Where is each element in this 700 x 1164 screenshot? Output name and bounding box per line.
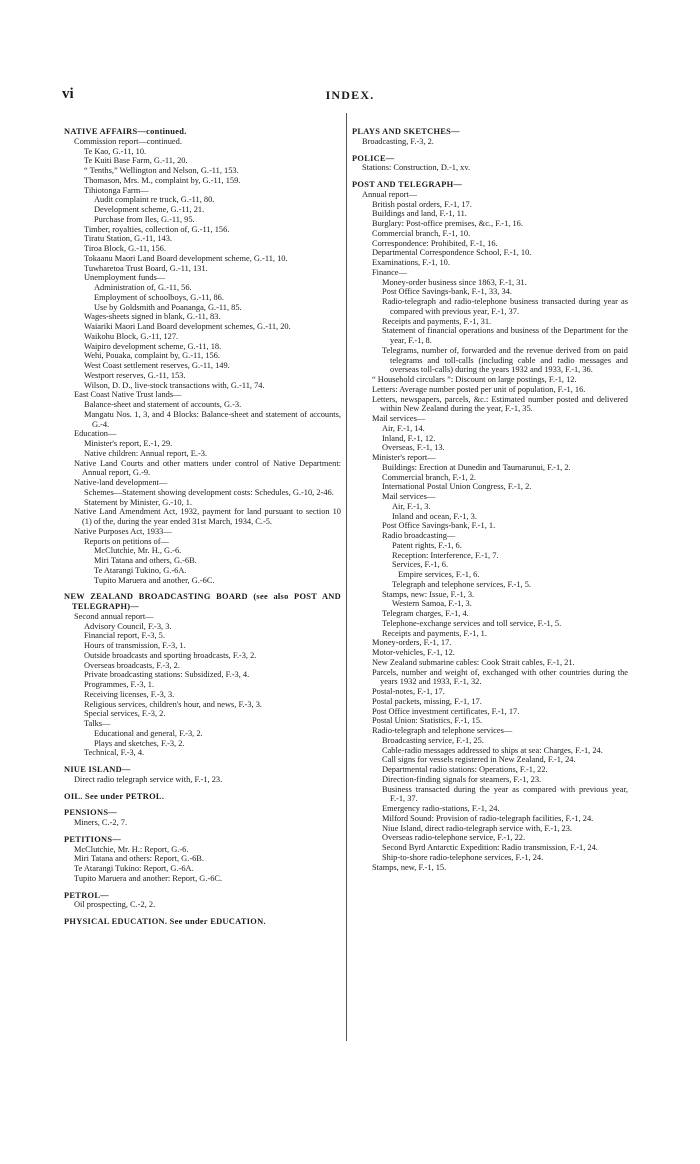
- index-entry: Air, F.-1, 14.: [382, 423, 425, 433]
- section-gap: [352, 147, 628, 154]
- index-entry: Mangatu Nos. 1, 3, and 4 Blocks: Balance-sheet and statement of accounts, G.-4.: [84, 409, 341, 429]
- index-entry: Cable-radio messages addressed to ships at sea: Charges, F.-1, 24.: [382, 745, 603, 755]
- index-entry: Services, F.-1, 6.: [392, 560, 449, 570]
- index-entry: British postal orders, F.-1, 17.: [372, 199, 472, 209]
- index-entry: Purchase from Iles, G.-11, 95.: [94, 214, 195, 224]
- index-entry: Second annual report—: [74, 611, 154, 621]
- section-gap: [64, 785, 341, 792]
- index-entry: Education—: [74, 429, 117, 439]
- index-entry: Unemployment funds—: [84, 273, 166, 283]
- index-entry: Plays and sketches, F.-3, 2.: [94, 738, 185, 748]
- index-entry: Money-order business since 1863, F.-1, 31.: [382, 277, 527, 287]
- index-entry: Religious services, children's hour, and news, F.-3, 3.: [84, 699, 262, 709]
- index-entry: Advisory Council, F.-3, 3.: [84, 621, 172, 631]
- index-entry: Ship-to-shore radio-telephone services, F.-1, 24.: [382, 852, 544, 862]
- index-entry: International Postal Union Congress, F.-1, 2.: [382, 482, 532, 492]
- index-entry: Empire services, F.-1, 6.: [398, 570, 480, 579]
- left-index-column: [64, 127, 341, 927]
- index-entry: Emergency radio-stations, F.-1, 24.: [382, 804, 500, 813]
- index-entry: Audit complaint re truck, G.-11, 80.: [94, 195, 215, 205]
- index-entry: Receipts and payments, F.-1, 1.: [382, 628, 487, 638]
- index-heading: NATIVE AFFAIRS—continued.: [64, 127, 187, 136]
- index-entry: Money-orders, F.-1, 17.: [372, 638, 452, 648]
- index-entry: Commercial branch, F.-1, 10.: [372, 228, 471, 238]
- index-entry: Receiving licenses, F.-3, 3.: [84, 689, 175, 699]
- index-entry: Direct radio telegraph service with, F.-1, 23.: [74, 774, 223, 784]
- index-entry: Burglary: Post-office premises, &c., F.-1, 16.: [372, 219, 523, 228]
- index-entry: Development scheme, G.-11, 21.: [94, 205, 205, 214]
- index-entry: Tokaanu Maori Land Board development scheme, G.-11, 10.: [84, 253, 288, 263]
- index-heading: POST AND TELEGRAPH—: [352, 180, 463, 189]
- index-entry: Patent rights, F.-1, 6.: [392, 540, 462, 550]
- index-heading: POLICE—: [352, 153, 395, 163]
- index-entry: Miri Tatana and others, G.-6B.: [94, 556, 197, 565]
- index-entry: Miri Tatana and others: Report, G.-6B.: [74, 854, 204, 864]
- index-entry: Tupito Maruera and another, G.-6C.: [94, 575, 215, 585]
- index-entry: Native children: Annual report, E.-3.: [84, 448, 208, 458]
- index-entry: Overseas broadcasts, F.-3, 2.: [84, 660, 180, 670]
- index-entry: Talks—: [84, 719, 111, 728]
- index-entry: Native Purposes Act, 1933—: [74, 526, 172, 536]
- index-entry: Radio-telegraph and telephone services—: [372, 726, 513, 735]
- index-entry: McClutchie, Mr. H.: Report, G.-6.: [74, 844, 189, 854]
- index-heading: PHYSICAL EDUCATION. See under EDUCATION.: [64, 917, 266, 926]
- index-entry: Inland and ocean, F.-1, 3.: [392, 511, 477, 521]
- index-entry: Wilson, D. D., live-stock transactions with, G.-11, 74.: [84, 380, 265, 390]
- page-title: INDEX.: [325, 88, 375, 102]
- section-gap: [64, 910, 341, 917]
- index-entry: Minister's report—: [372, 453, 436, 462]
- index-entry: Postal packets, missing, F.-1, 17.: [372, 696, 482, 706]
- index-entry: Annual report—: [362, 189, 418, 199]
- index-entry: Radio-telegraph and radio-telephone business transacted during year as compared with previous year, F.-1, 37.: [382, 297, 628, 316]
- index-entry: Motor-vehicles, F.-1, 12.: [372, 648, 455, 657]
- index-entry: Letters, newspapers, parcels, &c.: Estimated number posted and delivered within New Zealand during the year, F.-1, 35.: [372, 394, 628, 414]
- index-entry: Outside broadcasts and sporting broadcasts, F.-3, 2.: [84, 650, 257, 660]
- index-entry: Tiroa Block, G.-11, 156.: [84, 244, 166, 253]
- index-heading: OIL. See under PETROL.: [64, 791, 165, 801]
- index-entry: Waikohu Block, G.-11, 127.: [84, 331, 179, 341]
- index-entry: Examinations, F.-1, 10.: [372, 258, 450, 267]
- column-divider: [346, 113, 347, 1041]
- index-entry: Buildings: Erection at Dunedin and Taumarunui, F.-1, 2.: [382, 462, 571, 472]
- index-heading: PENSIONS—: [64, 808, 117, 818]
- index-entry: West Coast settlement reserves, G.-11, 149.: [84, 361, 230, 370]
- section-gap: [64, 884, 341, 891]
- index-entry: Radio broadcasting—: [382, 531, 456, 540]
- index-entry: Tihiotonga Farm—: [84, 185, 149, 195]
- index-heading: PLAYS AND SKETCHES—: [352, 127, 460, 136]
- index-entry: Postal-notes, F.-1, 17.: [372, 687, 445, 696]
- page-number: vi: [62, 86, 74, 102]
- index-entry: Stamps, new: Issue, F.-1, 3.: [382, 589, 475, 599]
- index-entry: Western Samoa, F.-1, 3.: [392, 599, 472, 609]
- index-entry: Correspondence: Prohibited, F.-1, 16.: [372, 238, 498, 248]
- index-entry: Post Office Savings-bank, F.-1, 1.: [382, 521, 496, 531]
- index-entry: Finance—: [372, 267, 407, 277]
- index-entry: Employment of schoolboys, G.-11, 86.: [94, 292, 224, 302]
- index-entry: Post Office Savings-bank, F.-1, 33, 34.: [382, 287, 512, 297]
- index-entry: Financial report, F.-3, 5.: [84, 631, 165, 641]
- index-entry: East Coast Native Trust lands—: [74, 390, 182, 400]
- index-entry: Mail services—: [382, 492, 436, 501]
- index-entry: Broadcasting, F.-3, 2.: [362, 136, 434, 146]
- index-entry: Letters: Average number posted per unit of population, F.-1, 16.: [372, 384, 586, 394]
- index-entry: Timber, royalties, collection of, G.-11, 156.: [84, 224, 230, 234]
- index-entry: Statement by Minister, G.-10, 1.: [84, 497, 193, 507]
- right-index-column: [352, 127, 628, 872]
- index-heading: NIUE ISLAND—: [64, 765, 131, 774]
- index-entry: Native Land Amendment Act, 1932, payment for land pursuant to section 10 (1) of the, during the year ended 31st March, 1934, C.-5.: [74, 507, 341, 526]
- index-entry: Stamps, new, F.-1, 15.: [372, 862, 447, 872]
- index-entry: Call signs for vessels registered in New Zealand, F.-1, 24.: [382, 755, 576, 765]
- index-entry: Tiratu Station, G.-11, 143.: [84, 234, 173, 244]
- section-gap: [64, 828, 341, 835]
- index-heading: PETITIONS—: [64, 834, 121, 844]
- index-entry: Programmes, F.-3, 1.: [84, 680, 155, 689]
- index-entry: Te Kao, G.-11, 10.: [84, 146, 147, 156]
- index-entry: “ Household circulars ”: Discount on large postings, F.-1, 12.: [372, 375, 577, 384]
- index-entry: Commission report—continued.: [74, 136, 182, 146]
- index-entry: Tupito Maruera and another: Report, G.-6C.: [74, 873, 223, 883]
- index-entry: Overseas radio-telephone service, F.-1, 22.: [382, 833, 526, 843]
- index-entry: Oil prospecting, C.-2, 2.: [74, 900, 156, 910]
- index-entry: Broadcasting service, F.-1, 25.: [382, 735, 484, 745]
- index-entry: Departmental Correspondence School, F.-1, 10.: [372, 248, 532, 258]
- index-entry: Overseas, F.-1, 13.: [382, 443, 445, 453]
- index-entry: Telegraph and telephone services, F.-1, 5.: [392, 579, 531, 589]
- index-entry: Departmental radio stations: Operations, F.-1, 22.: [382, 765, 548, 774]
- index-entry: Educational and general, F.-3, 2.: [94, 728, 203, 738]
- index-entry: Milford Sound: Provision of radio-telegraph facilities, F.-1, 24.: [382, 813, 594, 823]
- index-entry: Schemes—Statement showing development costs: Schedules, G.-10, 2-46.: [84, 487, 334, 497]
- index-entry: Technical, F.-3, 4.: [84, 748, 145, 758]
- index-heading: NEW ZEALAND BROADCASTING BOARD (see also POST AND TELEGRAPH)—: [64, 592, 341, 611]
- index-entry: Waipiro development scheme, G.-11, 18.: [84, 341, 222, 351]
- index-entry: Inland, F.-1, 12.: [382, 433, 436, 443]
- index-entry: Te Atarangi Tukino: Report, G.-6A.: [74, 864, 194, 873]
- index-heading: PETROL—: [64, 890, 109, 900]
- index-entry: Telegram charges, F.-1, 4.: [382, 609, 469, 618]
- index-entry: Minister's report, E.-1, 29.: [84, 439, 173, 448]
- index-entry: Statement of financial operations and business of the Department for the year, F.-1, 8.: [382, 326, 628, 345]
- index-entry: Westport reserves, G.-11, 153.: [84, 370, 186, 380]
- index-entry: Parcels, number and weight of, exchanged with other countries during the years 1932 and 1933, F.-1, 32.: [372, 667, 628, 687]
- index-entry: Reports on petitions of—: [84, 536, 169, 546]
- index-entry: Te Kuiti Base Farm, G.-11, 20.: [84, 156, 188, 166]
- index-entry: Hours of transmission, F.-3, 1.: [84, 641, 186, 650]
- index-entry: Native Land Courts and other matters under control of Native Department: Annual report, G.-9.: [74, 458, 341, 478]
- index-entry: Direction-finding signals for steamers, F.-1, 23.: [382, 774, 542, 784]
- index-entry: Reception: Interference, F.-1, 7.: [392, 550, 499, 560]
- index-entry: Balance-sheet and statement of accounts, G.-3.: [84, 400, 242, 409]
- section-gap: [64, 585, 341, 592]
- index-entry: Air, F.-1, 3.: [392, 501, 431, 511]
- index-entry: Private broadcasting stations: Subsidized, F.-3, 4.: [84, 670, 250, 680]
- index-entry: Special services, F.-3, 2.: [84, 709, 166, 719]
- index-entry: Wages-sheets signed in blank, G.-11, 83.: [84, 312, 221, 322]
- index-entry: McClutchie, Mr. H., G.-6.: [94, 546, 182, 556]
- index-entry: Business transacted during the year as compared with previous year, F.-1, 37.: [382, 784, 628, 804]
- index-entry: Mail services—: [372, 414, 426, 423]
- index-entry: Miners, C.-2, 7.: [74, 818, 128, 827]
- index-entry: Telephone-exchange services and toll service, F.-1, 5.: [382, 618, 562, 628]
- index-entry: Administration of, G.-11, 56.: [94, 283, 192, 292]
- index-entry: Thomason, Mrs. M., complaint by, G.-11, 159.: [84, 175, 241, 185]
- section-gap: [352, 173, 628, 180]
- index-entry: Native-land development—: [74, 478, 168, 487]
- section-gap: [64, 801, 341, 808]
- index-entry: “ Tenths,” Wellington and Nelson, G.-11, 153.: [84, 166, 239, 175]
- index-entry: Stations: Construction, D.-1, xv.: [362, 163, 471, 173]
- index-entry: Postal Union: Statistics, F.-1, 15.: [372, 716, 483, 726]
- index-entry: Second Byrd Antarctic Expedition: Radio transmission, F.-1, 24.: [382, 843, 598, 852]
- index-entry: Telegrams, number of, forwarded and the revenue derived from on paid telegrams and toll-calls (including cable and radio messages and overseas toll-calls) during the years 1932 and 1933, F.-1, 36.: [382, 345, 628, 375]
- index-entry: Wehi, Pouaka, complaint by, G.-11, 156.: [84, 351, 220, 361]
- index-entry: Tuwharetoa Trust Board, G.-11, 131.: [84, 263, 208, 273]
- index-entry: Post Office investment certificates, F.-1, 17.: [372, 706, 520, 716]
- index-entry: Buildings and land, F.-1, 11.: [372, 209, 467, 219]
- index-entry: Commercial branch, F.-1, 2.: [382, 472, 476, 482]
- index-entry: New Zealand submarine cables: Cook Strait cables, F.-1, 21.: [372, 657, 575, 667]
- index-entry: Receipts and payments, F.-1, 31.: [382, 316, 492, 326]
- index-entry: Te Atarangi Tukino, G.-6A.: [94, 565, 187, 575]
- section-gap: [64, 758, 341, 765]
- index-entry: Use by Goldsmith and Poananga, G.-11, 85.: [94, 302, 242, 312]
- index-entry: Waiariki Maori Land Board development schemes, G.-11, 20.: [84, 322, 291, 331]
- index-entry: Niue Island, direct radio-telegraph service with, F.-1, 23.: [382, 823, 573, 833]
